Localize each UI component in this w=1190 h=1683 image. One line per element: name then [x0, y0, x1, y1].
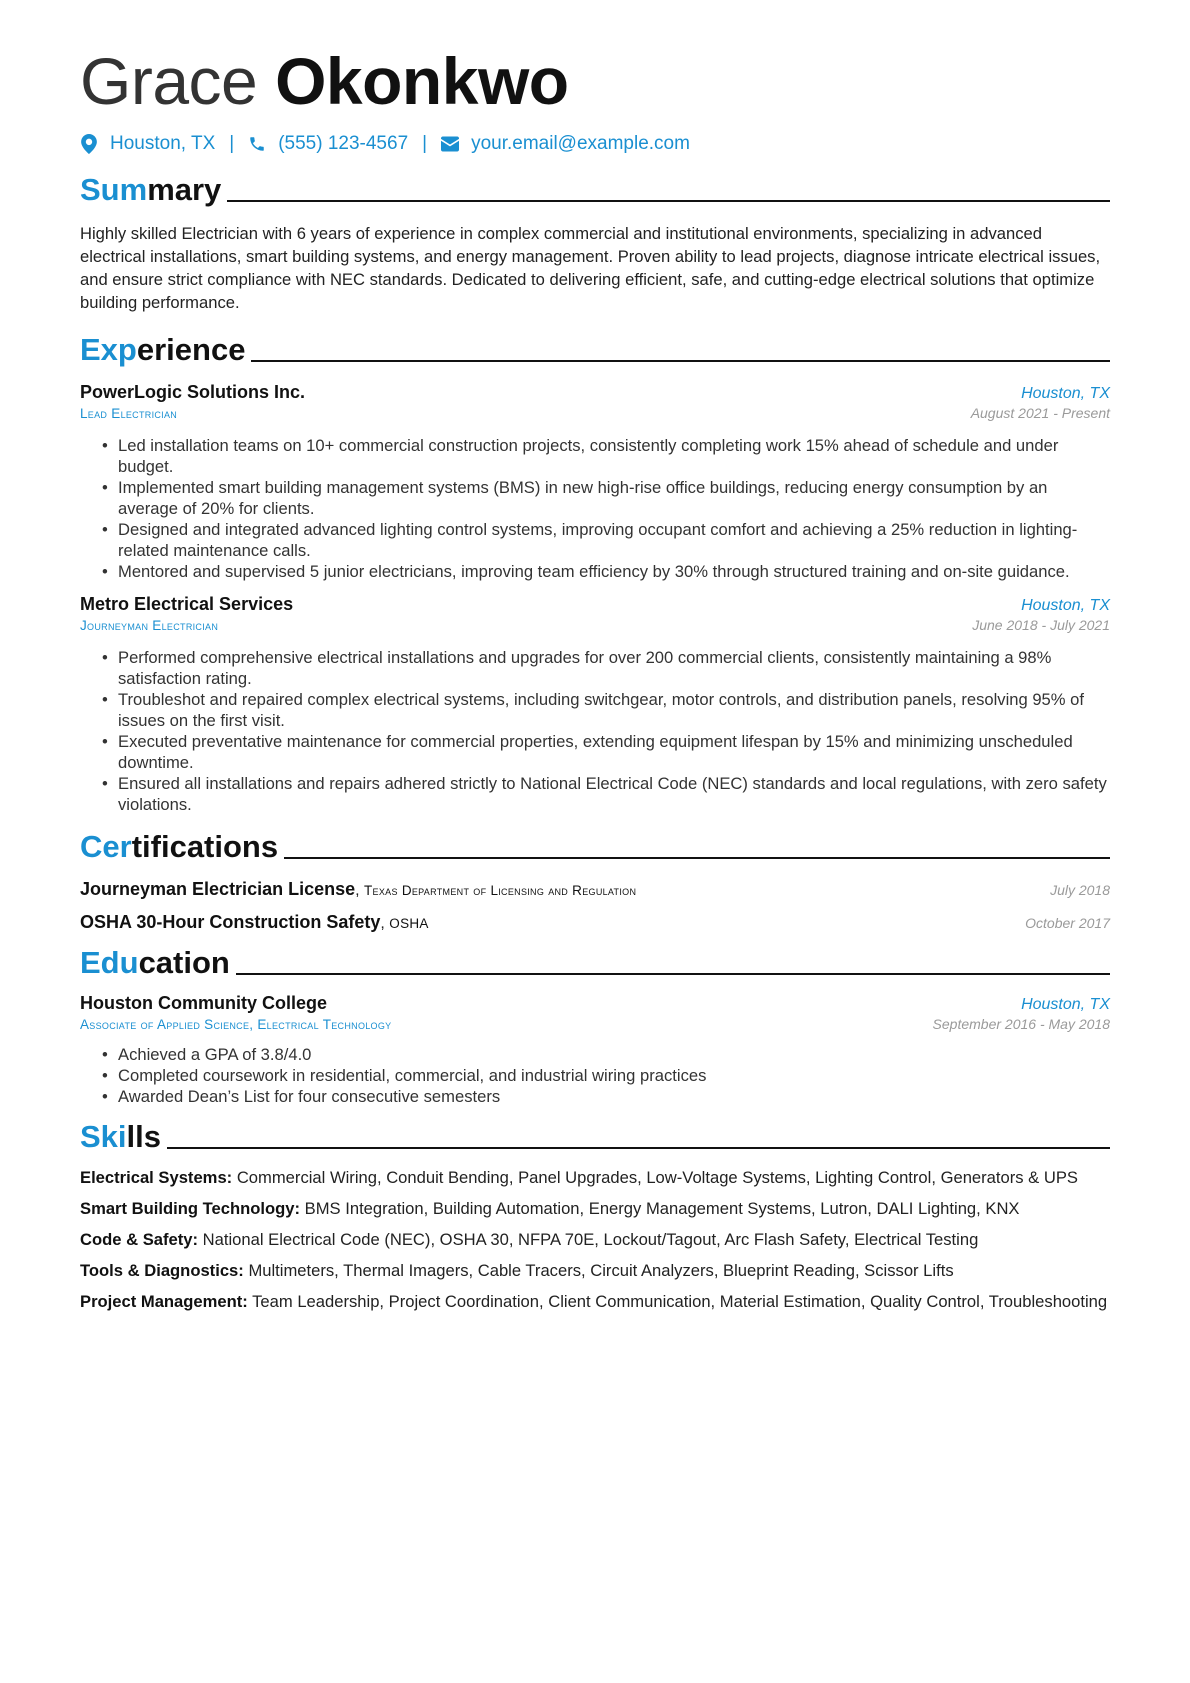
- bullet-item: • Implemented smart building management systems (BMS) in new high-rise office buildings, reducing energy consumption by an average of 20% for clients.: [118, 477, 1110, 519]
- job-bullets: [80, 435, 1110, 582]
- skill-category: Electrical Systems:: [80, 1168, 233, 1187]
- bullet-item: • Achieved a GPA of 3.8/4.0: [118, 1044, 1110, 1065]
- job-bullets: [80, 647, 1110, 815]
- contact-location: [80, 133, 215, 155]
- skill-list: National Electrical Code (NEC), OSHA 30, NFPA 70E, Lockout/Tagout, Arc Flash Safety, Electrical Testing: [202, 1230, 979, 1249]
- contact-email[interactable]: [441, 133, 690, 155]
- contact-phone[interactable]: [248, 133, 408, 155]
- skills-heading: [80, 1115, 1110, 1155]
- certification-item: [80, 912, 1110, 933]
- education-heading: [80, 941, 1110, 981]
- skill-category: Code & Safety:: [80, 1230, 199, 1249]
- title-accent: Exp: [80, 332, 137, 367]
- school-name: Houston Community College: [80, 993, 327, 1013]
- bullet-item: • Awarded Dean’s List for four consecutive semesters: [118, 1086, 1110, 1107]
- section-title: [80, 1119, 161, 1155]
- skill-row: [80, 1229, 1110, 1251]
- section-title: [80, 829, 278, 865]
- bullet-item: • Designed and integrated advanced lighting control systems, improving occupant comfort and achieving a 25% reduction in lighting-related maintenance calls.: [118, 519, 1110, 561]
- bullet-item: • Ensured all installations and repairs adhered strictly to National Electrical Code (NEC) standards and local regulations, with zero safety violations.: [118, 773, 1110, 815]
- section-title: [80, 332, 245, 368]
- job-dates: June 2018 - July 2021: [972, 617, 1110, 633]
- section-rule: [227, 200, 1110, 202]
- cert-date: July 2018: [1050, 882, 1110, 898]
- skill-row: [80, 1291, 1110, 1313]
- skill-list: Multimeters, Thermal Imagers, Cable Tracers, Circuit Analyzers, Blueprint Reading, Scissor Lifts: [248, 1261, 954, 1280]
- cert-issuer: OSHA: [389, 916, 429, 931]
- entry-header: [80, 594, 1110, 615]
- title-rest: cation: [138, 945, 230, 980]
- contact-bar: [80, 132, 1110, 156]
- certifications-heading: [80, 825, 1110, 865]
- section-rule: [251, 360, 1110, 362]
- bullet-item: • Led installation teams on 10+ commercial construction projects, consistently completing work 15% ahead of schedule and under budget.: [118, 435, 1110, 477]
- phone-icon: [248, 134, 266, 154]
- summary-text: Highly skilled Electrician with 6 years of experience in complex commercial and institutional environments, specializing in advanced electrical installations, smart building systems, and energy management. Proven ability to lead projects, diagnose intricate electrical issues, and ensure strict compliance with NEC standards. Dedicated to delivering efficient, safe, and cutting-edge electrical solutions that optimize building performance.: [80, 224, 1101, 312]
- bullet-item: • Executed preventative maintenance for commercial properties, extending equipment lifespan by 15% and minimizing unscheduled downtime.: [118, 731, 1110, 773]
- location-text: Houston, TX: [110, 133, 216, 154]
- employer-location: Houston, TX: [1021, 385, 1110, 402]
- title-accent: Cer: [80, 829, 132, 864]
- section-title: [80, 945, 230, 981]
- entry-header: [80, 993, 1110, 1014]
- skill-list: Commercial Wiring, Conduit Bending, Panel Upgrades, Low-Voltage Systems, Lighting Control, Generators & UPS: [236, 1168, 1078, 1187]
- experience-heading: [80, 328, 1110, 368]
- email-link: your.email@example.com: [471, 133, 690, 154]
- envelope-icon: [441, 134, 459, 154]
- certification-item: [80, 879, 1110, 900]
- cert-info: Journeyman Electrician License, Texas Department of Licensing and Regulation: [80, 879, 637, 899]
- job-title: Lead Electrician: [80, 406, 178, 421]
- experience-entry: [80, 594, 1110, 815]
- skill-category: Tools & Diagnostics:: [80, 1261, 244, 1280]
- bullet-item: • Mentored and supervised 5 junior electricians, improving team efficiency by 30% through structured training and on-site guidance.: [118, 561, 1110, 582]
- school-location: Houston, TX: [1021, 996, 1110, 1013]
- experience-entry: [80, 382, 1110, 582]
- entry-subheader: [80, 403, 1110, 421]
- employer-name: PowerLogic Solutions Inc.: [80, 382, 306, 402]
- education-bullets: [80, 1044, 1110, 1107]
- contact-separator: |: [229, 133, 235, 154]
- education-entry: [80, 993, 1110, 1107]
- entry-subheader: [80, 1014, 1110, 1032]
- cert-name: Journeyman Electrician License: [80, 879, 356, 899]
- skill-category: Smart Building Technology:: [80, 1199, 301, 1218]
- skill-category: Project Management:: [80, 1292, 248, 1311]
- title-accent: Sum: [80, 172, 148, 207]
- summary-heading: [80, 168, 1110, 208]
- section-rule: [236, 973, 1110, 975]
- candidate-name: [80, 42, 1110, 120]
- first-name: Grace: [80, 44, 258, 118]
- title-rest: mary: [147, 172, 222, 207]
- contact-separator: |: [422, 133, 428, 154]
- bullet-item: • Troubleshot and repaired complex electrical systems, including switchgear, motor controls, and distribution panels, resolving 95% of issues on the first visit.: [118, 689, 1110, 731]
- skill-row: [80, 1198, 1110, 1220]
- education-dates: September 2016 - May 2018: [932, 1016, 1110, 1032]
- skill-row: [80, 1260, 1110, 1282]
- employer-name: Metro Electrical Services: [80, 594, 294, 614]
- cert-issuer: Texas Department of Licensing and Regulation: [364, 883, 637, 898]
- title-accent: Edu: [80, 945, 139, 980]
- job-dates: August 2021 - Present: [970, 405, 1110, 421]
- title-rest: tifications: [131, 829, 279, 864]
- skill-list: BMS Integration, Building Automation, Energy Management Systems, Lutron, DALI Lighting, KNX: [304, 1199, 1020, 1218]
- entry-header: [80, 382, 1110, 403]
- skill-row: [80, 1167, 1110, 1189]
- cert-date: October 2017: [1025, 915, 1110, 931]
- job-title: Journeyman Electrician: [80, 618, 219, 633]
- employer-location: Houston, TX: [1021, 597, 1110, 614]
- cert-name: OSHA 30-Hour Construction Safety: [80, 912, 381, 932]
- phone-text: (555) 123-4567: [278, 133, 409, 154]
- bullet-item: • Performed comprehensive electrical installations and upgrades for over 200 commercial clients, consistently maintaining a 98% satisfaction rating.: [118, 647, 1110, 689]
- skill-list: Team Leadership, Project Coordination, Client Communication, Material Estimation, Quality Control, Troubleshooting: [252, 1292, 1108, 1311]
- bullet-item: • Completed coursework in residential, commercial, and industrial wiring practices: [118, 1065, 1110, 1086]
- section-rule: [284, 857, 1110, 859]
- map-marker-icon: [80, 134, 98, 154]
- entry-subheader: [80, 615, 1110, 633]
- degree-name: Associate of Applied Science, Electrical Technology: [80, 1017, 392, 1032]
- title-rest: lls: [126, 1119, 161, 1154]
- cert-info: OSHA 30-Hour Construction Safety, OSHA: [80, 912, 429, 932]
- section-title: [80, 172, 221, 208]
- last-name: Okonkwo: [275, 44, 569, 118]
- title-rest: erience: [136, 332, 246, 367]
- section-rule: [167, 1147, 1110, 1149]
- title-accent: Ski: [80, 1119, 127, 1154]
